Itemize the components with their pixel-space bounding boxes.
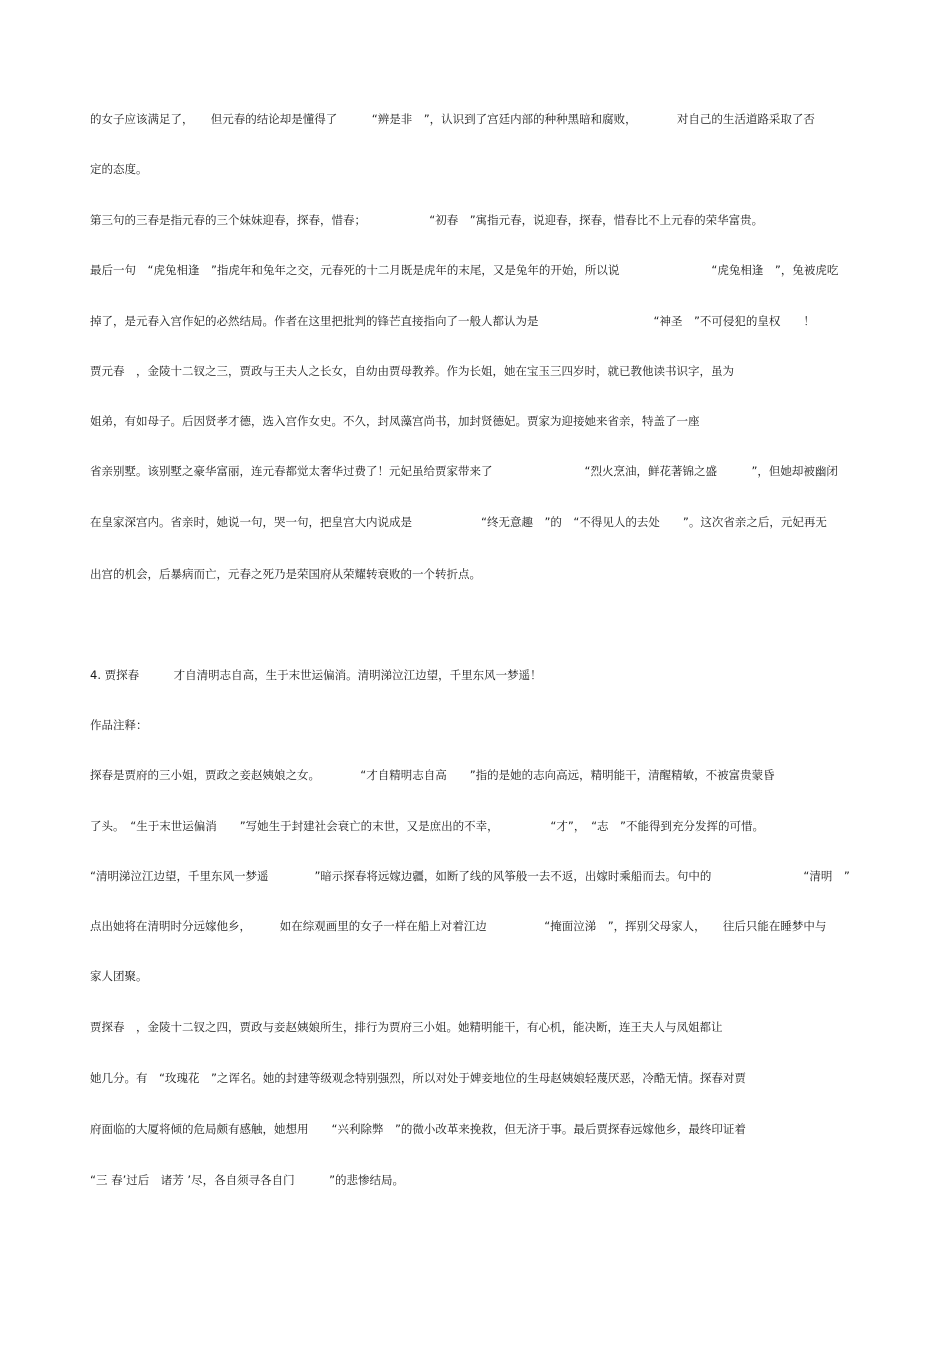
text-line: “三 春’过后 诸芳 ’尽，各自须寻各自门 ”的悲惨结局。 [90, 1173, 405, 1187]
text-line: 定的态度。 [90, 162, 148, 176]
text-line: 最后一句 “虎兔相逢 ”指虎年和兔年之交，元春死的十二月既是虎年的末尾，又是兔年的开始，所以说 “虎兔相逢 ”，兔被虎吃 [90, 263, 839, 277]
text-line: 作品注释： [90, 718, 148, 732]
text-line: 探春是贾府的三小姐，贾政之妾赵姨娘之女。 “才自精明志自高 ”指的是她的志向高远，精明能干，清醒精敏，不被富贵蒙昏 [90, 768, 775, 782]
text-line: 第三句的三春是指元春的三个妹妹迎春，探春，惜春； “初春 ”寓指元春，说迎春，探春，惜春比不上元春的荣华富贵。 [90, 213, 764, 227]
text-line: 出宫的机会，后暴病而亡，元春之死乃是荣国府从荣耀转衰败的一个转折点。 [90, 567, 481, 581]
text-line: 贾元春 ，金陵十二钗之三，贾政与王夫人之长女，自幼由贾母教养。作为长姐，她在宝玉三四岁时，就已教他读书识字，虽为 [90, 364, 734, 378]
text-line: 的女子应该满足了， 但元春的结论却是懂得了 “辨是非 ”，认识到了宫廷内部的种种黑暗和腐败， 对自己的生活道路采取了否 [90, 112, 815, 126]
text-line: 她几分。有 “玫瑰花 ”之诨名。她的封建等级观念特别强烈，所以对处于婢妾地位的生母赵姨娘轻蔑厌恶，冷酷无情。探春对贾 [90, 1071, 746, 1085]
text-line: 省亲别墅。该别墅之豪华富丽，连元春都觉太奢华过费了！元妃虽给贾家带来了 “烈火烹油，鲜花著锦之盛 ”，但她却被幽闭 [90, 464, 838, 478]
text-line: 姐弟，有如母子。后因贤孝才德，选入宫作女史。不久，封凤藻宫尚书，加封贤德妃。贾家为迎接她来省亲，特盖了一座 [90, 414, 700, 428]
text-line: 家人团聚。 [90, 969, 148, 983]
text-line: 贾探春 ，金陵十二钗之四，贾政与妾赵姨娘所生，排行为贾府三小姐。她精明能干，有心机，能决断，连王夫人与凤姐都让 [90, 1020, 723, 1034]
text-line: “清明涕泣江边望，千里东风一梦遥 ”暗示探春将远嫁边疆，如断了线的风筝般一去不返，出嫁时乘船而去。句中的 “清明 ” [90, 869, 850, 883]
text-line: 点出她将在清明时分远嫁他乡， 如在综观画里的女子一样在船上对着江边 “掩面泣涕 ”，挥别父母家人， 往后只能在睡梦中与 [90, 919, 827, 933]
text-line: 掉了，是元春入宫作妃的必然结局。作者在这里把批判的锋芒直接指向了一般人都认为是 “神圣 ”不可侵犯的皇权 ！ [90, 314, 815, 328]
text-line: 在皇家深宫内。省亲时，她说一句，哭一句，把皇宫大内说成是 “终无意趣 ”的 “不得见人的去处 ”。这次省亲之后，元妃再无 [90, 515, 827, 529]
text-line: 了头。 “生于末世运偏消 ”写她生于封建社会衰亡的末世，又是庶出的不幸， “才”， “志 ”不能得到充分发挥的可惜。 [90, 819, 764, 833]
section-heading: 4. 贾探春 才自清明志自高，生于末世运偏消。清明涕泣江边望，千里东风一梦遥！ [90, 668, 542, 682]
text-line: 府面临的大厦将倾的危局颇有感触，她想用 “兴利除弊 ”的微小改革来挽救，但无济于事。最后贾探春远嫁他乡，最终印证着 [90, 1122, 746, 1136]
